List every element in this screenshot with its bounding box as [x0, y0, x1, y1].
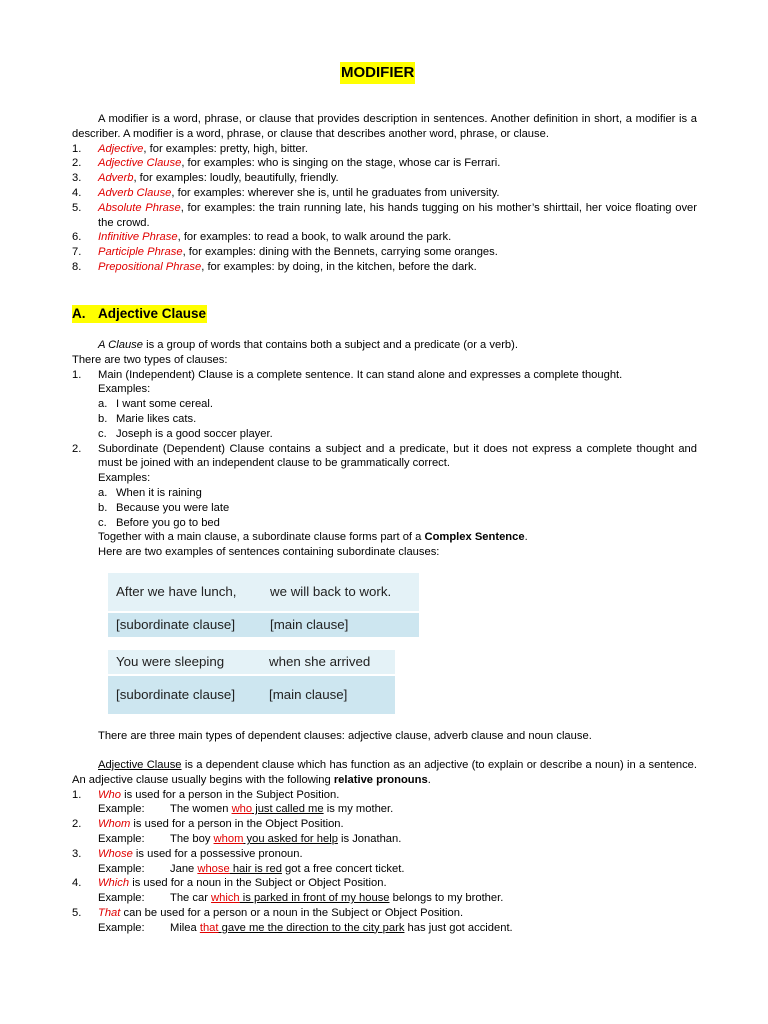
list-item-subordinate-clause — [72, 442, 697, 472]
list-number: 1. — [72, 788, 82, 801]
term-examples: , for examples: to read a book, to walk around the park. — [177, 231, 452, 244]
complex-sentence-pre: Together with a main clause, a subordinate clause forms part of a — [98, 531, 425, 544]
list-item — [72, 156, 697, 171]
list-number: 4. — [72, 877, 82, 890]
list-item — [72, 788, 697, 803]
example-item — [72, 427, 697, 442]
example-pre: Milea — [170, 921, 200, 934]
table-cell: After we have lunch, — [108, 573, 262, 612]
table-cell: [subordinate clause] — [108, 675, 261, 714]
complex-sentence-text — [72, 530, 697, 545]
pronoun-description: can be used for a person or a noun in the Subject or Object Position. — [120, 906, 464, 919]
list-number: 5. — [72, 201, 82, 214]
list-item — [72, 186, 697, 201]
example-letter: b. — [98, 412, 108, 425]
main-clause-text: Main (Independent) Clause is a complete sentence. It can stand alone and expresses a complete thought. — [98, 368, 623, 381]
section-title: Adjective Clause — [98, 306, 207, 321]
term-examples: , for examples: the train running late, his hands tugging on his mother’s shirttail, her voice floating over the crowd. — [98, 201, 697, 229]
term: Prepositional Phrase — [98, 260, 202, 273]
list-number: 3. — [72, 172, 82, 185]
list-number: 2. — [72, 157, 82, 170]
example-post: is Jonathan. — [337, 832, 402, 845]
examples-label: Examples: — [98, 472, 151, 485]
table-row — [108, 573, 419, 612]
example-line — [72, 891, 697, 906]
two-types-text: There are two types of clauses: — [72, 353, 228, 366]
pronoun-term: That — [98, 906, 121, 919]
term: Adverb Clause — [98, 186, 172, 199]
table-row — [108, 612, 419, 637]
clause-term: A Clause — [98, 339, 143, 351]
relative-pronoun: that — [199, 921, 219, 934]
example-line — [72, 921, 697, 936]
list-item — [72, 260, 697, 275]
pronoun-term: Whose — [98, 847, 133, 860]
example-text: Before you go to bed — [116, 516, 220, 529]
intro-block — [72, 112, 697, 275]
example-text: I want some cereal. — [116, 398, 214, 411]
example-item — [72, 486, 697, 501]
relative-pronouns-term: relative pronouns — [333, 773, 428, 786]
section-heading — [72, 305, 207, 323]
example-line — [72, 862, 697, 877]
underlined-clause: is parked in front of my house — [239, 892, 390, 905]
clause-block — [72, 338, 697, 560]
example-line — [72, 832, 697, 847]
term: Adjective — [98, 142, 144, 155]
table-row — [108, 675, 395, 714]
list-item — [72, 142, 697, 157]
examples-intro-text: Here are two examples of sentences containing subordinate clauses: — [98, 546, 440, 559]
example-letter: b. — [98, 501, 108, 514]
list-item — [72, 201, 697, 231]
list-item — [72, 171, 697, 186]
example-text: When it is raining — [116, 486, 202, 499]
example-text: Joseph is a good soccer player. — [116, 427, 273, 440]
list-number: 2. — [72, 818, 82, 831]
example-label: Example: — [98, 832, 145, 845]
list-item — [72, 817, 697, 832]
example-post: belongs to my brother. — [389, 892, 504, 905]
underlined-clause: you asked for help — [243, 832, 338, 845]
term-examples: , for examples: dining with the Bennets, carrying some oranges. — [182, 246, 498, 259]
list-number: 3. — [72, 847, 82, 860]
term-examples: , for examples: wherever she is, until he graduates from university. — [171, 186, 500, 199]
underlined-clause: hair is red — [229, 862, 282, 875]
example-pre: The car — [170, 892, 212, 905]
example-item — [72, 516, 697, 531]
relative-pronouns-block — [72, 758, 697, 936]
list-number: 4. — [72, 186, 82, 199]
list-item — [72, 245, 697, 260]
three-types-text: There are three main types of dependent clauses: adjective clause, adverb clause and noun clause. — [98, 730, 592, 742]
example-label: Example: — [98, 862, 145, 875]
clause-definition — [72, 338, 697, 353]
term: Absolute Phrase — [98, 201, 181, 214]
clause-table-1 — [108, 573, 419, 637]
example-label: Example: — [98, 921, 145, 934]
table-cell: You were sleeping — [108, 650, 261, 675]
term: Adjective Clause — [98, 157, 182, 170]
relative-pronoun: whose — [197, 862, 230, 875]
example-item — [72, 501, 697, 516]
underlined-clause: gave me the direction to the city park — [218, 921, 405, 934]
list-item — [72, 230, 697, 245]
pronoun-term: Who — [98, 788, 122, 801]
intro-paragraph: A modifier is a word, phrase, or clause that provides description in sentences. Another definition in short, a modifier is a describer. A modifier is a word, phrase, or clause that describes another word, phrase, or clause. — [72, 113, 697, 140]
example-post: got a free concert ticket. — [281, 862, 405, 875]
page-title: MODIFIER — [340, 62, 415, 84]
list-number: 7. — [72, 246, 82, 259]
term-examples: , for examples: pretty, high, bitter. — [143, 142, 308, 155]
example-letter: c. — [98, 516, 107, 529]
term: Adverb — [98, 172, 134, 185]
example-label: Example: — [98, 803, 145, 816]
list-number: 1. — [72, 368, 82, 381]
clause-table-2 — [108, 650, 395, 714]
table-cell: [main clause] — [262, 612, 419, 637]
example-letter: a. — [98, 486, 108, 499]
underlined-clause: just called me — [252, 803, 324, 816]
adjective-clause-definition — [72, 758, 697, 788]
table-cell: we will back to work. — [262, 573, 419, 612]
example-pre: The women — [170, 803, 232, 816]
example-letter: a. — [98, 398, 108, 411]
relative-pronoun: whom — [213, 832, 244, 845]
pronoun-term: Whom — [98, 818, 131, 831]
example-pre: Jane — [170, 862, 198, 875]
pronoun-description: is used for a person in the Object Position. — [130, 818, 344, 831]
pronoun-description: is used for a possessive pronoun. — [132, 847, 303, 860]
list-item — [72, 876, 697, 891]
relative-pronoun: who — [231, 803, 253, 816]
pronoun-description: is used for a person in the Subject Position. — [121, 788, 340, 801]
table-cell: [main clause] — [261, 675, 395, 714]
example-label: Example: — [98, 892, 145, 905]
term-examples: , for examples: loudly, beautifully, friendly. — [133, 172, 339, 185]
pronoun-term: Which — [98, 877, 130, 890]
relative-pronoun: which — [211, 892, 240, 905]
example-pre: The boy — [170, 832, 214, 845]
list-number: 1. — [72, 142, 82, 155]
list-item — [72, 847, 697, 862]
example-item — [72, 412, 697, 427]
example-text: Marie likes cats. — [116, 412, 197, 425]
list-number: 5. — [72, 906, 82, 919]
term: Infinitive Phrase — [98, 231, 178, 244]
section-letter: A. — [72, 306, 86, 321]
adjective-clause-definition-text: is a dependent clause which has function as an adjective (to explain or describe a noun) in a sentence. An adjective clause usually begins with the following — [72, 759, 698, 786]
table-cell: [subordinate clause] — [108, 612, 262, 637]
example-post: has just got accident. — [404, 921, 513, 934]
pronoun-description: is used for a noun in the Subject or Object Position. — [129, 877, 387, 890]
modifier-types-list — [72, 142, 697, 275]
example-item — [72, 397, 697, 412]
complex-sentence-post: . — [524, 531, 528, 544]
example-letter: c. — [98, 427, 107, 440]
table-cell: when she arrived — [261, 650, 395, 675]
term-examples: , for examples: by doing, in the kitchen, before the dark. — [201, 260, 477, 273]
adjective-clause-term: Adjective Clause — [98, 759, 182, 771]
list-number: 8. — [72, 260, 82, 273]
term: Participle Phrase — [98, 246, 183, 259]
list-item-main-clause — [72, 368, 697, 383]
term-examples: , for examples: who is singing on the stage, whose car is Ferrari. — [181, 157, 501, 170]
example-text: Because you were late — [116, 501, 230, 514]
example-line — [72, 802, 697, 817]
table-row — [108, 650, 395, 675]
clause-definition-text: is a group of words that contains both a subject and a predicate (or a verb). — [142, 339, 518, 351]
list-item — [72, 906, 697, 921]
complex-sentence-term: Complex Sentence — [424, 531, 525, 544]
definition-end: . — [427, 773, 431, 786]
examples-label: Examples: — [98, 383, 151, 396]
example-post: is my mother. — [323, 803, 394, 816]
list-number: 6. — [72, 231, 82, 244]
subordinate-clause-text: Subordinate (Dependent) Clause contains a subject and a predicate, but it does not express a complete thought and must be joined with an independent clause to be grammatically correct. — [98, 442, 697, 470]
list-number: 2. — [72, 442, 82, 455]
